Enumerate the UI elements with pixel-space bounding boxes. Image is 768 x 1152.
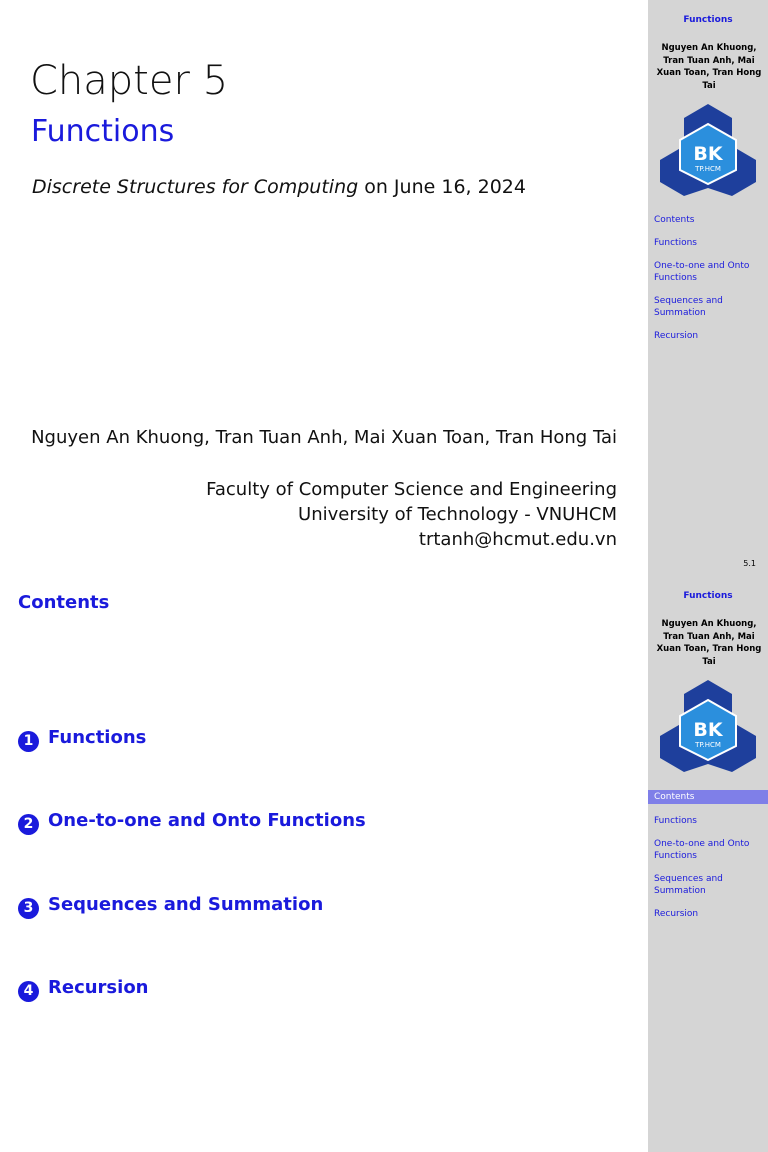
toc-label: Functions: [48, 727, 147, 748]
page-number: 5.1: [743, 559, 756, 568]
toc-label: One-to-one and Onto Functions: [48, 810, 366, 831]
sidebar-item-contents[interactable]: Contents: [654, 215, 695, 225]
toc-label: Sequences and Summation: [48, 894, 324, 915]
sidebar-item-recursion[interactable]: Recursion: [654, 331, 699, 341]
contents-title: Contents: [18, 592, 110, 613]
logo-subtext: TP.HCM: [695, 741, 721, 749]
toc-number: 2: [18, 814, 39, 835]
sidebar: [648, 0, 768, 576]
sidebar-nav: [648, 790, 768, 931]
toc-number: 1: [18, 731, 39, 752]
sidebar-title[interactable]: Functions: [683, 15, 733, 25]
sidebar-item-sequences[interactable]: Sequences and Summation: [654, 296, 723, 318]
sidebar-nav: [648, 214, 768, 353]
toc-item-recursion[interactable]: [18, 977, 149, 1002]
toc-number: 3: [18, 898, 39, 919]
toc-item-one-to-one[interactable]: [18, 810, 366, 835]
sidebar-item-contents[interactable]: Contents: [648, 790, 768, 804]
toc-label: Recursion: [48, 977, 149, 998]
email-link[interactable]: trtanh@hcmut.edu.vn: [418, 529, 617, 550]
chapter-subtitle: Functions: [31, 114, 175, 149]
sidebar-item-functions[interactable]: Functions: [654, 816, 697, 826]
sidebar-item-recursion[interactable]: Recursion: [654, 909, 699, 919]
sidebar-item-one-to-one[interactable]: One-to-one and Onto Functions: [654, 839, 750, 861]
faculty: Faculty of Computer Science and Engineering: [206, 479, 617, 500]
course-name: Discrete Structures for Computing: [32, 176, 359, 198]
toc-item-functions[interactable]: [18, 727, 146, 752]
bk-logo: [660, 104, 756, 196]
logo-text: BK: [693, 719, 723, 741]
logo-subtext: TP.HCM: [695, 165, 721, 173]
authors: Nguyen An Khuong, Tran Tuan Anh, Mai Xuan Toan, Tran Hong Tai: [31, 427, 617, 448]
affiliation: [206, 477, 617, 552]
sidebar-authors: Nguyen An Khuong, Tran Tuan Anh, Mai Xuan Toan, Tran Hong Tai: [656, 43, 762, 91]
course-line: [32, 176, 526, 198]
contents-slide: [0, 576, 768, 1152]
sidebar-item-one-to-one[interactable]: One-to-one and Onto Functions: [654, 261, 750, 283]
sidebar-title[interactable]: Functions: [683, 591, 733, 601]
toc-item-sequences[interactable]: [18, 894, 323, 919]
university: University of Technology - VNUHCM: [298, 504, 617, 525]
course-date: on June 16, 2024: [358, 176, 526, 198]
slide-main: [0, 576, 648, 1152]
bk-logo: [660, 680, 756, 772]
sidebar-item-functions[interactable]: Functions: [654, 238, 697, 248]
sidebar-authors: Nguyen An Khuong, Tran Tuan Anh, Mai Xuan Toan, Tran Hong Tai: [656, 619, 762, 667]
logo-text: BK: [693, 143, 723, 165]
chapter-title: Chapter 5: [30, 58, 229, 104]
slide-main: [0, 0, 648, 576]
sidebar: [648, 576, 768, 1152]
sidebar-item-sequences[interactable]: Sequences and Summation: [654, 874, 723, 896]
toc-number: 4: [18, 981, 39, 1002]
